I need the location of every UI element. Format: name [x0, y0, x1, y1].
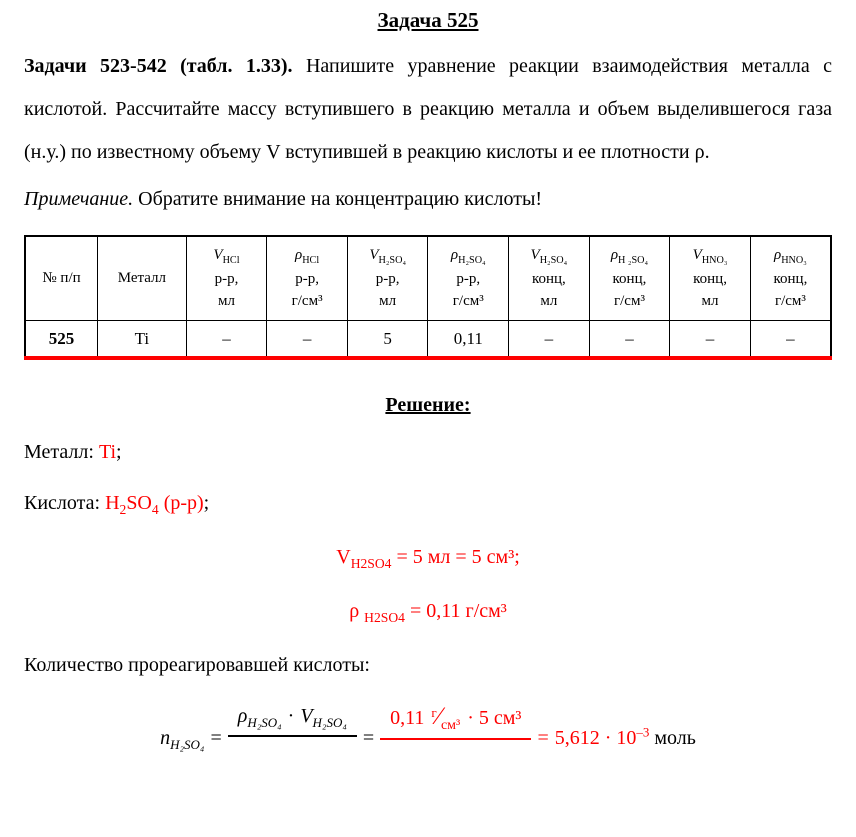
conditions-table: [24, 235, 832, 360]
header-line2: конц,: [531, 270, 566, 287]
header-line3: мл: [217, 292, 235, 309]
equals-sign: =: [210, 726, 222, 749]
acid-label: Кислота:: [24, 491, 101, 514]
acid-so: SO: [126, 491, 152, 514]
header-cell-v-h2so4: [347, 236, 428, 321]
header-line3: г/см³: [291, 292, 323, 309]
header-subscript: HCl: [222, 255, 240, 266]
fraction-numerator: [228, 705, 357, 737]
result-value: [554, 724, 650, 749]
equals-sign: =: [537, 726, 549, 749]
header-subscript: H₂SO₄: [378, 255, 406, 266]
cell-v-hcl: –: [186, 321, 267, 358]
density-symbol: ρ: [349, 599, 365, 622]
problem-lead: Задачи 523-542 (табл. 1.33).: [24, 55, 293, 77]
header-line2: р-р,: [456, 270, 481, 287]
fraction-numeric: [380, 703, 531, 776]
header-line2: конц,: [773, 270, 808, 287]
fraction-numerator: [380, 703, 531, 740]
v-subscript: H₂SO₄: [312, 715, 347, 731]
header-subscript: H₂SO₄: [458, 255, 486, 266]
metal-line: [24, 441, 832, 464]
cell-rho-h2so4: 0,11: [428, 321, 509, 358]
header-subscript: HNO₃: [781, 255, 807, 266]
header-line3: мл: [701, 292, 719, 309]
n-subscript: H₂SO₄: [170, 736, 205, 752]
header-subscript: HNO₃: [701, 255, 728, 266]
header-cell-v-hcl: [186, 236, 267, 321]
moles-formula: [24, 703, 832, 776]
header-symbol: V: [692, 247, 702, 263]
cell-task-number: 525: [25, 321, 98, 358]
result-unit: моль: [649, 726, 696, 749]
cell-v-h2so4: 5: [347, 321, 428, 358]
acid-formula: [105, 491, 204, 517]
header-symbol: V: [369, 247, 379, 263]
header-symbol: V: [530, 247, 540, 263]
volume-term: · 5 см³: [467, 706, 522, 729]
header-symbol: ρ: [610, 247, 619, 263]
volume-subscript: H2SO4: [350, 555, 392, 571]
header-line3: мл: [379, 292, 397, 309]
cm3-unit: см³: [440, 717, 461, 733]
volume-rest: = 5 мл = 5 см³;: [391, 545, 520, 568]
header-line3: мл: [540, 292, 558, 309]
header-cell-metal: Металл: [98, 236, 187, 321]
header-subscript: H₂SO₄: [539, 255, 568, 266]
cell-rho-h2so4-conc: –: [589, 321, 670, 358]
header-cell-rho-h2so4: [428, 236, 509, 321]
problem-paragraph: [24, 45, 832, 174]
header-line2: конц,: [612, 270, 647, 287]
density-line: [24, 600, 832, 626]
header-cell-num: № п/п: [25, 236, 98, 321]
result-exponent: –3: [636, 724, 650, 740]
header-cell-rho-hcl: [267, 236, 348, 321]
metal-end: ;: [116, 440, 122, 463]
amount-label: Количество прореагировавшей кислоты:: [24, 653, 370, 676]
header-symbol: ρ: [294, 247, 303, 263]
note-body: Обратите внимание на концентрацию кислоты!: [138, 188, 543, 210]
fraction-denominator-clipped: [380, 740, 531, 776]
result-mantissa: 5,612 · 10: [554, 726, 637, 749]
table-data-row: [25, 321, 831, 358]
density-value: 0,11: [390, 706, 425, 729]
problem-body: Напишите уравнение реакции взаимодействия металла с кислотой. Рассчитайте массу вступившего в реакцию металла и объем выделившегося газа (н.у.) по известному объему V вступившей в реакцию кислоты и ее плотности ρ.: [24, 55, 832, 163]
page-title: Задача 525: [377, 8, 479, 32]
table-header-row: [25, 236, 831, 321]
acid-end: ;: [203, 491, 210, 514]
v-symbol: V: [300, 705, 313, 728]
header-symbol: V: [213, 247, 223, 263]
fraction-denominator-clipped: [228, 737, 357, 773]
rho-subscript: H₂SO₄: [247, 715, 282, 731]
cell-rho-hcl: –: [267, 321, 348, 358]
acid-line: [24, 492, 832, 518]
header-symbol: ρ: [450, 247, 459, 263]
header-line2: р-р,: [214, 270, 239, 287]
gram-unit: г: [431, 704, 437, 720]
header-line3: г/см³: [613, 292, 645, 309]
metal-value: Ti: [98, 440, 117, 463]
header-subscript: H ₂SO₄: [618, 255, 649, 266]
volume-line: [24, 546, 832, 572]
header-line2: р-р,: [375, 270, 400, 287]
g-per-cm3-fraction: [429, 703, 462, 734]
cell-metal: Ti: [98, 321, 187, 358]
header-symbol: ρ: [774, 247, 782, 263]
header-line3: г/см³: [774, 292, 806, 309]
header-subscript: HCl: [302, 255, 320, 266]
equals-sign: =: [362, 726, 375, 749]
cell-v-h2so4-conc: –: [509, 321, 590, 358]
density-rest: = 0,11 г/см³: [404, 599, 507, 622]
header-cell-v-h2so4-conc: [509, 236, 590, 321]
metal-label: Металл:: [24, 440, 94, 463]
header-cell-rho-hno3-conc: [750, 236, 831, 321]
rho-symbol: ρ: [237, 705, 248, 728]
fraction-symbolic: [228, 705, 357, 773]
note-paragraph: [24, 188, 832, 211]
header-line2: конц,: [693, 270, 727, 287]
solution-heading: Решение:: [385, 393, 471, 416]
volume-symbol: V: [336, 545, 351, 568]
dot-operator: ·: [287, 705, 295, 728]
header-line2: р-р,: [295, 270, 319, 287]
acid-h: H: [105, 491, 120, 514]
density-subscript: H2SO4: [364, 609, 405, 625]
cell-rho-hno3: –: [750, 321, 831, 358]
cell-v-hno3: –: [670, 321, 751, 358]
header-line3: г/см³: [452, 292, 484, 309]
n-symbol: n: [160, 726, 171, 749]
acid-sub-2: 2: [119, 501, 127, 517]
header-cell-v-hno3-conc: [670, 236, 751, 321]
header-cell-rho-h2so4-conc: [589, 236, 670, 321]
acid-sub-4: 4: [151, 501, 159, 517]
note-lead: Примечание.: [24, 188, 134, 210]
acid-tail: (р-р): [158, 491, 204, 514]
fraction-slash: ⁄: [436, 702, 441, 730]
